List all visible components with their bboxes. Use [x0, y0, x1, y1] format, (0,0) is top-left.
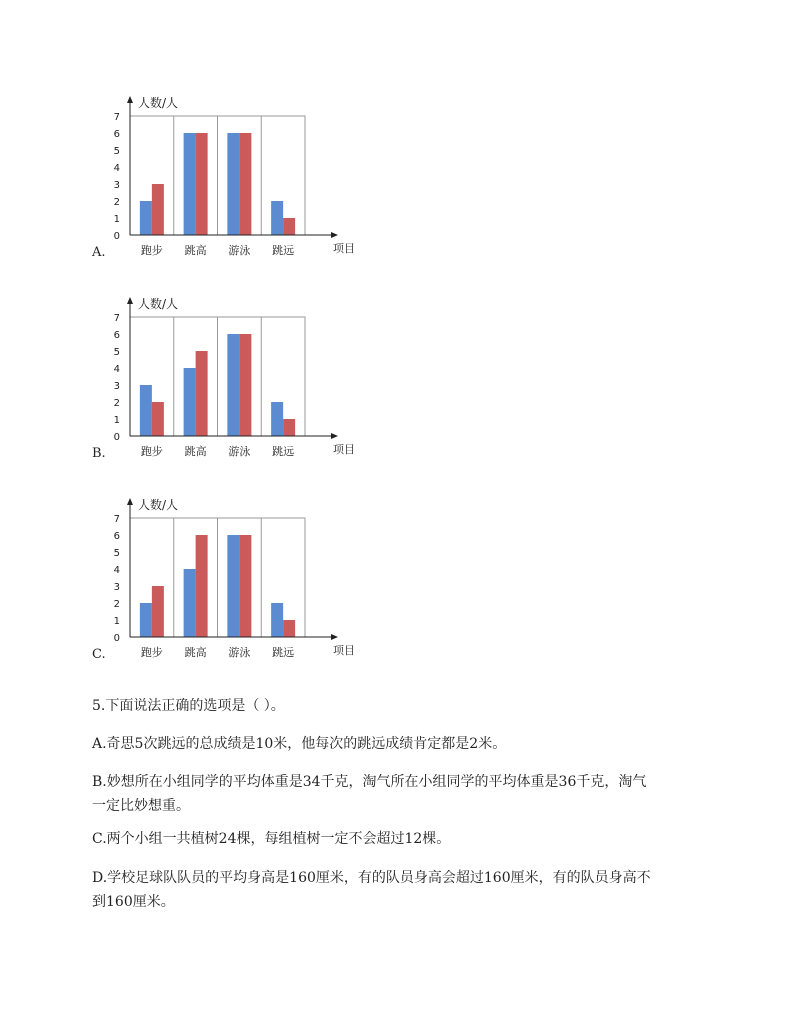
x-category-label: 跳高 — [184, 445, 207, 458]
bar-跳远-series-1 — [271, 402, 283, 436]
x-category-label: 跳高 — [184, 646, 207, 659]
y-tick-label: 2 — [113, 197, 120, 208]
y-tick-label: 6 — [113, 531, 120, 542]
bar-chart-c — [105, 497, 355, 667]
y-tick-label: 7 — [113, 112, 120, 123]
question-5-stem: 5.下面说法正确的选项是（ ）。 — [92, 698, 285, 714]
bar-跳高-series-2 — [196, 535, 208, 637]
question-5-option-b-line2: 一定比妙想重。 — [92, 798, 190, 814]
y-tick-label: 6 — [113, 129, 120, 140]
option-b-chart-block — [0, 296, 400, 471]
question-5-option-c: C.两个小组一共植树24棵，每组植树一定不会超过12棵。 — [92, 831, 451, 847]
y-tick-label: 4 — [113, 364, 120, 375]
y-tick-label: 5 — [113, 347, 120, 358]
bar-游泳-series-2 — [239, 535, 251, 637]
x-axis-label: 项目 — [333, 443, 355, 456]
y-axis-arrow — [127, 297, 133, 304]
y-axis-arrow — [127, 96, 133, 103]
y-axis-arrow — [127, 498, 133, 505]
bar-游泳-series-2 — [239, 334, 251, 436]
question-5-option-b-line1: B.妙想所在小组同学的平均体重是34千克，淘气所在小组同学的平均体重是36千克，淘气 — [92, 774, 647, 790]
x-category-label: 跑步 — [140, 646, 163, 659]
bar-跳高-series-2 — [196, 133, 208, 235]
y-tick-label: 1 — [113, 214, 120, 225]
x-axis-arrow — [331, 433, 338, 439]
x-axis-arrow — [331, 232, 338, 238]
x-category-label: 跳远 — [272, 445, 295, 458]
y-axis-label: 人数/人 — [138, 498, 179, 512]
y-tick-label: 5 — [113, 548, 120, 559]
y-tick-label: 6 — [113, 330, 120, 341]
question-5-option-d-line2: 到160厘米。 — [92, 894, 175, 910]
bar-跑步-series-2 — [152, 402, 164, 436]
y-tick-label: 7 — [113, 514, 120, 525]
y-tick-label: 1 — [113, 616, 120, 627]
y-tick-label: 4 — [113, 163, 120, 174]
y-tick-label: 3 — [113, 381, 120, 392]
bar-跑步-series-1 — [140, 385, 152, 436]
x-category-label: 跑步 — [140, 445, 163, 458]
bar-跳高-series-1 — [184, 569, 196, 637]
x-category-label: 跳高 — [184, 244, 207, 257]
x-axis-label: 项目 — [333, 644, 355, 657]
bar-跑步-series-2 — [152, 184, 164, 235]
bar-跳远-series-2 — [283, 218, 295, 235]
bar-跑步-series-1 — [140, 603, 152, 637]
y-tick-label: 2 — [113, 599, 120, 610]
y-axis-label: 人数/人 — [138, 297, 179, 311]
bar-游泳-series-1 — [227, 133, 239, 235]
y-tick-label: 0 — [113, 432, 120, 443]
bar-游泳-series-1 — [227, 535, 239, 637]
bar-跳远-series-2 — [283, 419, 295, 436]
bar-游泳-series-2 — [239, 133, 251, 235]
x-category-label: 游泳 — [228, 244, 251, 257]
option-a-label: A. — [92, 245, 106, 260]
y-tick-label: 7 — [113, 313, 120, 324]
bar-跳高-series-1 — [184, 368, 196, 436]
y-tick-label: 3 — [113, 582, 120, 593]
option-c-label: C. — [92, 647, 106, 662]
bar-chart-b — [105, 296, 355, 466]
x-category-label: 游泳 — [228, 445, 251, 458]
option-b-label: B. — [92, 446, 106, 461]
bar-chart-a — [105, 95, 355, 265]
x-axis-arrow — [331, 634, 338, 640]
question-5-option-d-line1: D.学校足球队队员的平均身高是160厘米，有的队员身高会超过160厘米，有的队员身高不 — [92, 870, 651, 886]
x-axis-label: 项目 — [333, 242, 355, 255]
bar-跑步-series-2 — [152, 586, 164, 637]
option-c-chart-block — [0, 497, 400, 672]
bar-跳高-series-1 — [184, 133, 196, 235]
y-tick-label: 1 — [113, 415, 120, 426]
question-5-option-a: A.奇思5次跳远的总成绩是10米，他每次的跳远成绩肯定都是2米。 — [92, 736, 507, 752]
y-axis-label: 人数/人 — [138, 96, 179, 110]
y-tick-label: 4 — [113, 565, 120, 576]
bar-跑步-series-1 — [140, 201, 152, 235]
y-tick-label: 0 — [113, 231, 120, 242]
y-tick-label: 0 — [113, 633, 120, 644]
y-tick-label: 5 — [113, 146, 120, 157]
y-tick-label: 2 — [113, 398, 120, 409]
x-category-label: 跳远 — [272, 646, 295, 659]
x-category-label: 跳远 — [272, 244, 295, 257]
option-a-chart-block — [0, 95, 400, 270]
x-category-label: 跑步 — [140, 244, 163, 257]
x-category-label: 游泳 — [228, 646, 251, 659]
bar-跳远-series-1 — [271, 201, 283, 235]
bar-跳远-series-1 — [271, 603, 283, 637]
bar-跳远-series-2 — [283, 620, 295, 637]
bar-跳高-series-2 — [196, 351, 208, 436]
bar-游泳-series-1 — [227, 334, 239, 436]
y-tick-label: 3 — [113, 180, 120, 191]
